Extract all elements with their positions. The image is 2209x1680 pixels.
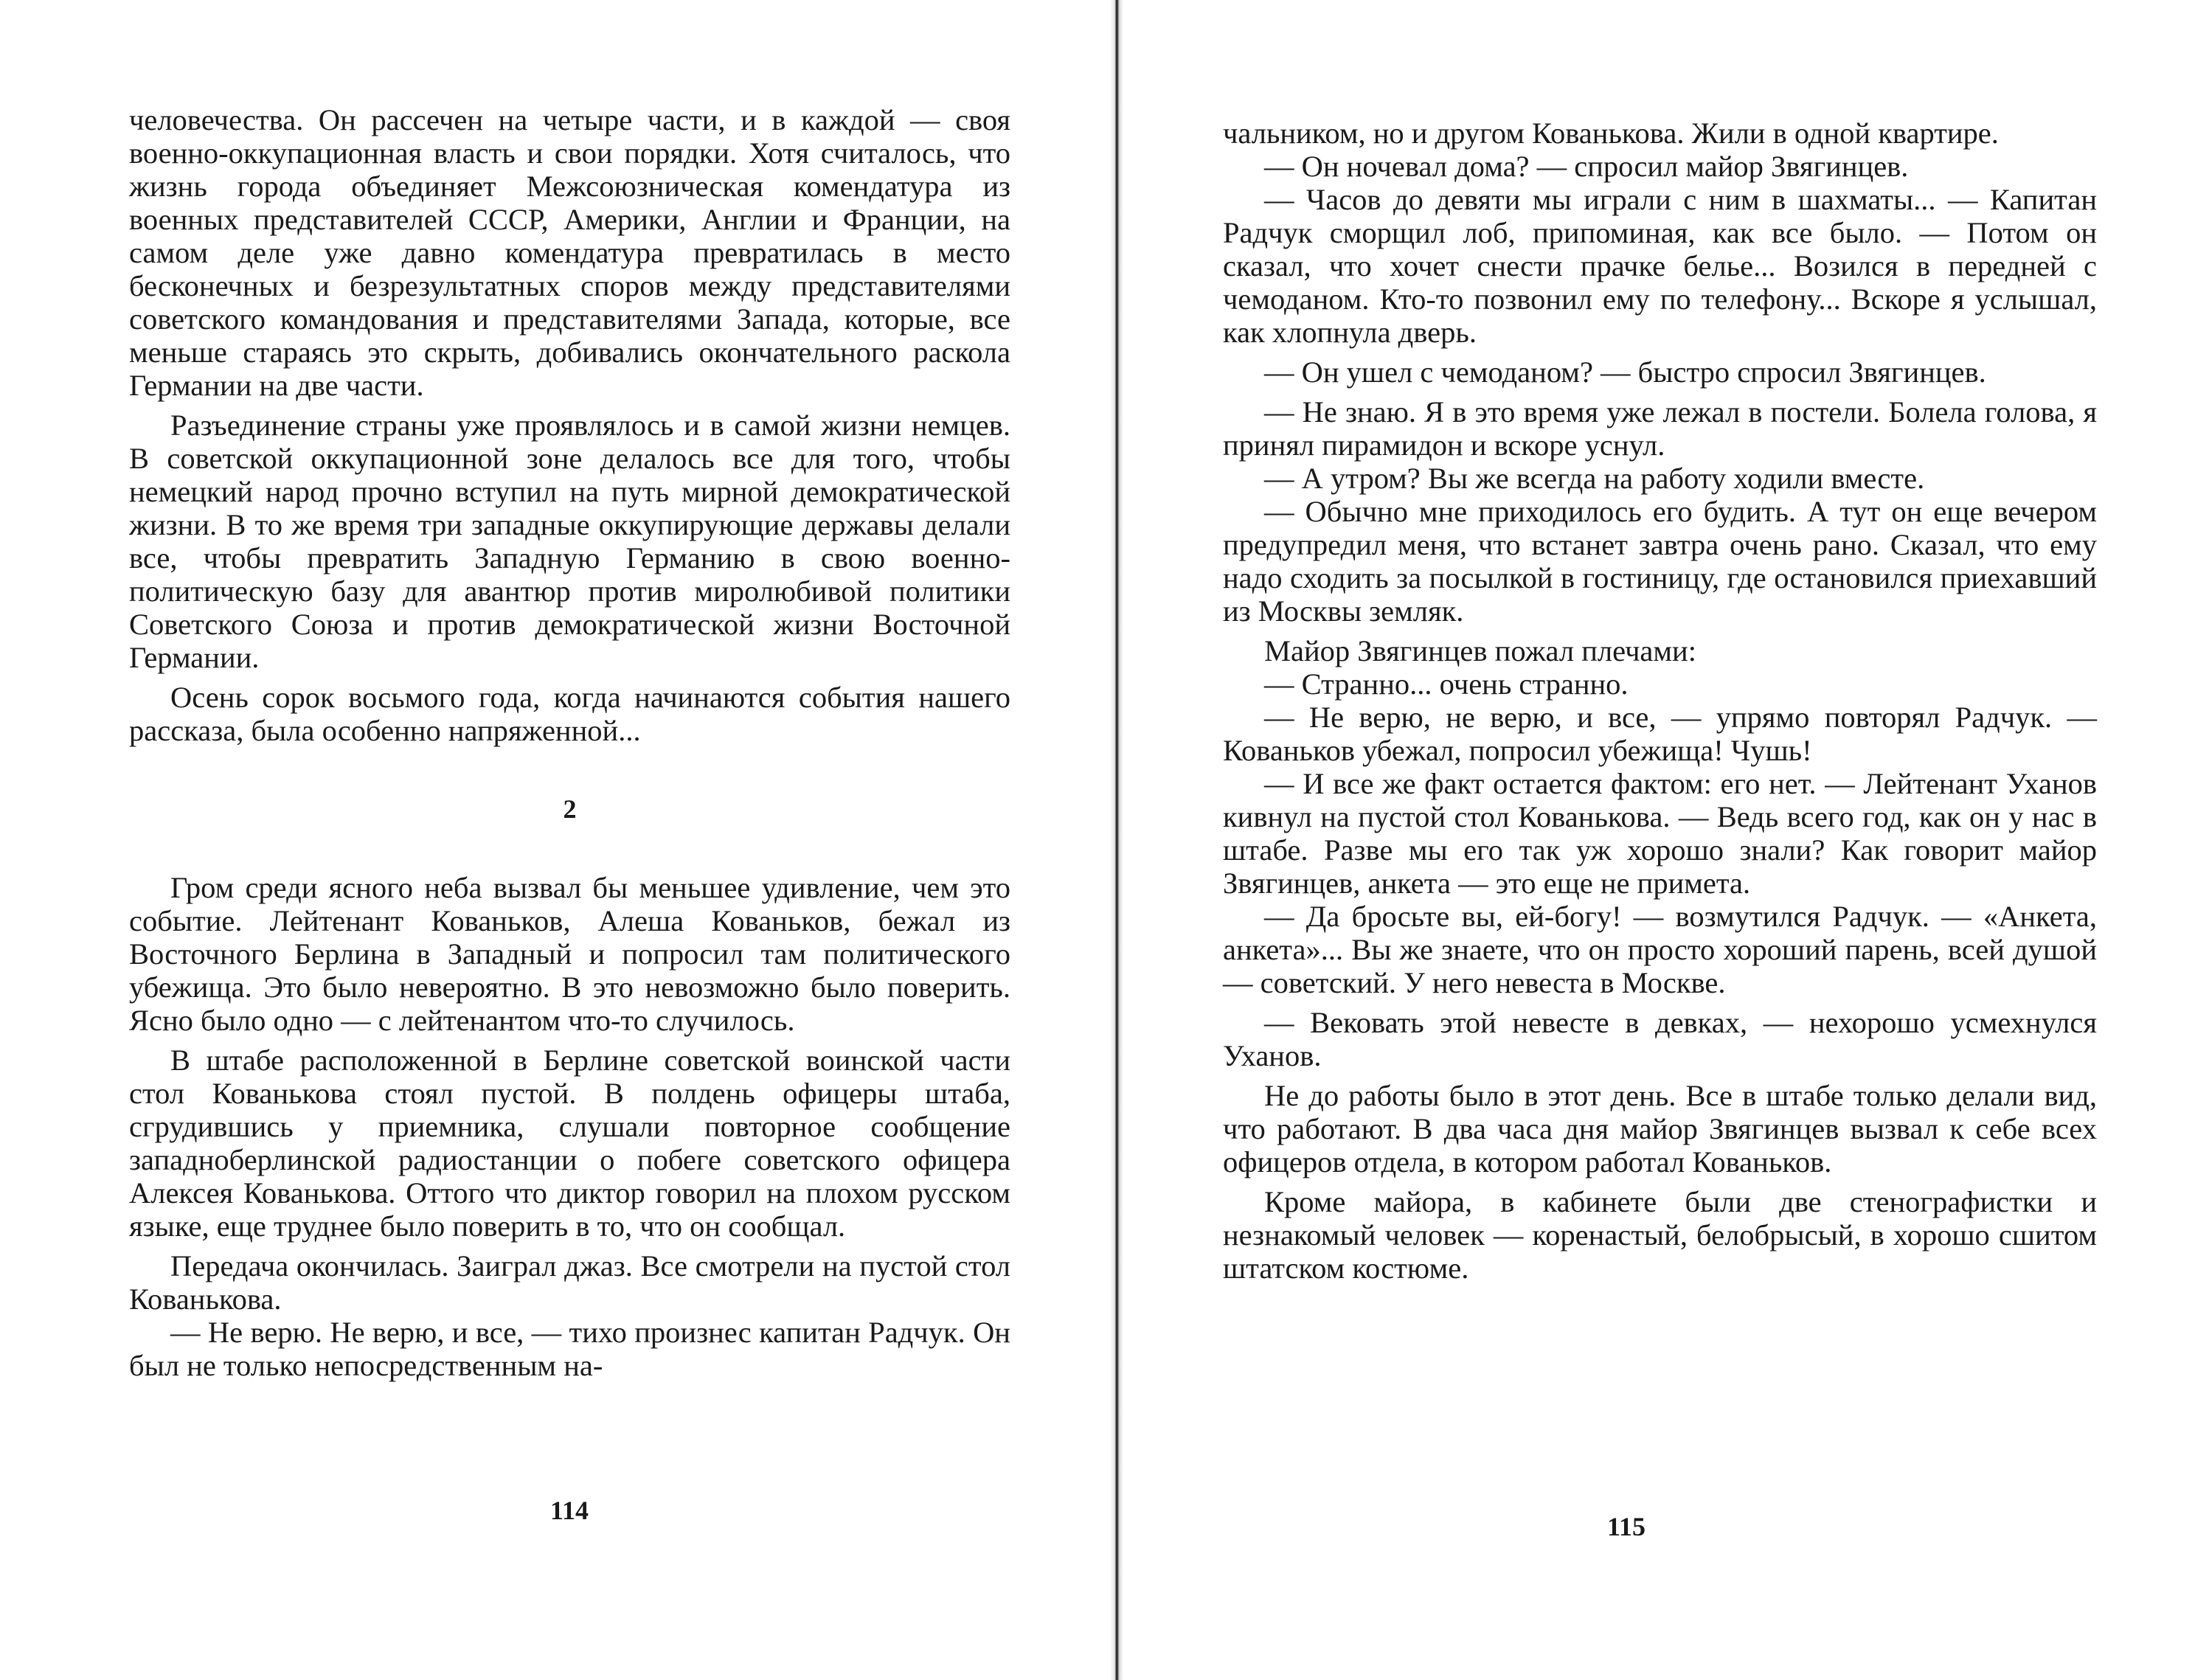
- right-paragraph-7: — Обычно мне приходилось его будить. А тут он еще вечером предупредил меня, что встанет завтра очень рано. Сказал, что ему надо сходить за посылкой в гостиницу, где остановился приехавший из Москвы земляк.: [1223, 495, 2097, 628]
- right-paragraph-11: — И все же факт остается фактом: его нет. — Лейтенант Уханов кивнул на пустой стол Кованькова. — Ведь всего год, как он у нас в штабе. Разве мы его так уж хорошо знали? Как говорит майор Звягинцев, анкета — это еще не примета.: [1223, 767, 2097, 900]
- right-paragraph-1: чальником, но и другом Кованькова. Жили в одной квартире.: [1223, 117, 1999, 150]
- right-page: [1128, 0, 2209, 1680]
- right-paragraph-14: Не до работы было в этот день. Все в штабе только делали вид, что работают. В два часа дня майор Звягинцев вызвал к себе всех офицеров отдела, в котором работал Кованьков.: [1223, 1079, 2097, 1179]
- left-paragraph-7: — Не верю. Не верю, и все, — тихо произнес капитан Радчук. Он был не только непосредственным на-: [129, 1316, 1010, 1382]
- left-paragraph-4: Гром среди ясного неба вызвал бы меньшее удивление, чем это событие. Лейтенант Кованьков, Алеша Кованьков, бежал из Восточного Берлина в Западный и попросил там политического убежища. Это было невероятно. В это невозможно было поверить. Ясно было одно — с лейтенантом что-то случилось.: [129, 871, 1010, 1037]
- right-paragraph-10: — Не верю, не верю, и все, — упрямо повторял Радчук. — Кованьков убежал, попросил убежища! Чушь!: [1223, 701, 2097, 767]
- right-page-number: 115: [1606, 1512, 1646, 1541]
- right-paragraph-4: — Он ушел с чемоданом? — быстро спросил Звягинцев.: [1264, 355, 1986, 389]
- right-paragraph-5: — Не знаю. Я в это время уже лежал в постели. Болела голова, я принял пирамидон и вскоре уснул.: [1223, 395, 2097, 462]
- right-paragraph-8: Майор Звягинцев пожал плечами:: [1264, 634, 1696, 667]
- right-paragraph-6: — А утром? Вы же всегда на работу ходили вместе.: [1264, 462, 1925, 495]
- left-page-number: 114: [549, 1496, 589, 1525]
- right-paragraph-2: — Он ночевал дома? — спросил майор Звягинцев.: [1264, 150, 1909, 183]
- section-number: 2: [563, 794, 577, 824]
- left-paragraph-1: человечества. Он рассечен на четыре части, и в каждой — своя военно-оккупационная власть и свои порядки. Хотя считалось, что жизнь города объединяет Межсоюзническая комендатура из военных представителей СССР, Америки, Англии и Франции, на самом деле уже давно комендатура превратилась в место бесконечных и безрезультатных споров между представителями советского командования и представителями Запада, которые, все меньше стараясь это скрыть, добивались окончательного раскола Германии на две части.: [129, 103, 1010, 402]
- right-paragraph-12: — Да бросьте вы, ей-богу! — возмутился Радчук. — «Анкета, анкета»... Вы же знаете, что он просто хороший парень, всей душой — советский. У него невеста в Москве.: [1223, 900, 2097, 999]
- left-paragraph-2: Разъединение страны уже проявлялось и в самой жизни немцев. В советской оккупационной зоне делалось все для того, чтобы немецкий народ прочно вступил на путь мирной демократической жизни. В то же время три западные оккупирующие державы делали все, чтобы превратить Западную Германию в свою военно-политическую базу для авантюр против миролюбивой политики Советского Союза и против демократической жизни Восточной Германии.: [129, 409, 1010, 674]
- right-paragraph-15: Кроме майора, в кабинете были две стенографистки и незнакомый человек — коренастый, белобрысый, в хорошо сшитом штатском костюме.: [1223, 1185, 2097, 1285]
- left-paragraph-3: Осень сорок восьмого года, когда начинаются события нашего рассказа, была особенно напряженной...: [129, 681, 1010, 747]
- right-paragraph-13: — Вековать этой невесте в девках, — нехорошо усмехнулся Уханов.: [1223, 1006, 2097, 1072]
- book-gutter: [1110, 0, 1123, 1680]
- left-page-text-column: [129, 103, 1010, 1382]
- left-paragraph-6: Передача окончилась. Заиграл джаз. Все смотрели на пустой стол Кованькова.: [129, 1249, 1010, 1316]
- right-paragraph-3: — Часов до девяти мы играли с ним в шахматы... — Капитан Радчук сморщил лоб, припоминая, как все было. — Потом он сказал, что хочет снести прачке белье... Возился в передней с чемоданом. Кто-то позвонил ему по телефону... Вскоре я услышал, как хлопнула дверь.: [1223, 183, 2097, 349]
- right-paragraph-9: — Странно... очень странно.: [1264, 667, 1629, 701]
- left-paragraph-5: В штабе расположенной в Берлине советской воинской части стол Кованькова стоял пустой. В полдень офицеры штаба, сгрудившись у приемника, слушали повторное сообщение западноберлинской радиостанции о побеге советского офицера Алексея Кованькова. Оттого что диктор говорил на плохом русском языке, еще труднее было поверить в то, что он сообщал.: [129, 1044, 1010, 1243]
- right-page-text-column: [1223, 117, 2097, 1285]
